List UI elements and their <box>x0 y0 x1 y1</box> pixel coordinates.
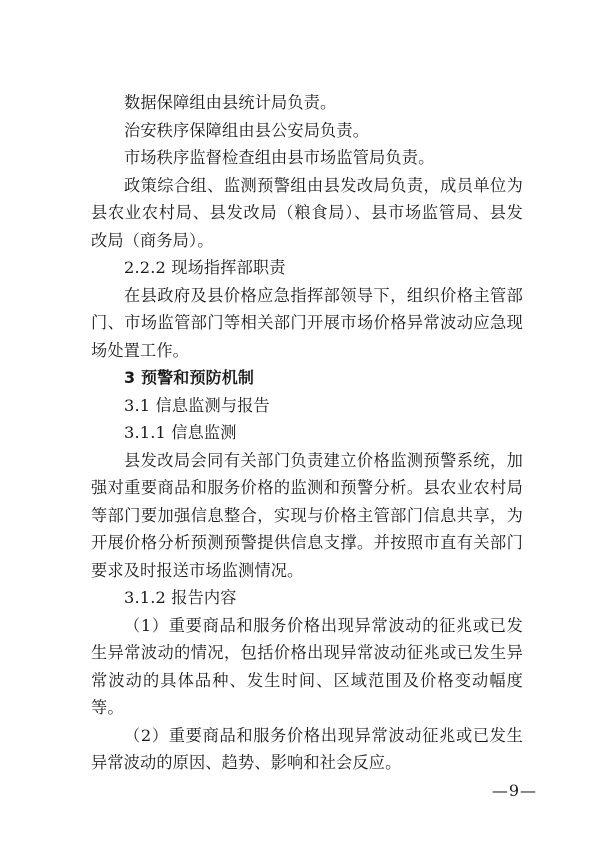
paragraph-report-item-2: （2）重要商品和服务价格出现异常波动征兆或已发生异常波动的原因、趋势、影响和社会反应。 <box>91 725 523 772</box>
paragraph-data-support-group: 数据保障组由县统计局负责。 <box>124 93 337 112</box>
heading-3-1: 3.1 信息监测与报告 <box>124 395 270 415</box>
page-number: —9— <box>491 781 537 800</box>
heading-section-3: 3 预警和预防机制 <box>124 368 255 387</box>
paragraph-public-order-group: 治安秩序保障组由县公安局负责。 <box>124 120 370 140</box>
paragraph-report-item-1: （1）重要商品和服务价格出现异常波动的征兆或已发生异常波动的情况，包括价格出现异常波动征兆或已发生异常波动的具体品种、发生时间、区域范围及价格变动幅度等。 <box>91 615 523 717</box>
paragraph-onsite-command-duties: 在县政府及县价格应急指挥部领导下，组织价格主管部门、市场监管部门等相关部门开展市场价格异常波动应急现场处置工作。 <box>91 285 523 360</box>
heading-3-1-2: 3.1.2 报告内容 <box>124 588 237 607</box>
paragraph-information-monitoring: 县发改局会同有关部门负责建立价格监测预警系统，加强对重要商品和服务价格的监测和预警分析。县农业农村局等部门要加强信息整合，实现与价格主管部门信息共享，为开展价格分析预测预警提供信息支撑。并按照市直有关部门要求及时报送市场监测情况。 <box>91 450 523 580</box>
heading-2-2-2: 2.2.2 现场指挥部职责 <box>124 258 286 277</box>
paragraph-policy-monitoring-group: 政策综合组、监测预警组由县发改局负责，成员单位为县农业农村局、县发改局（粮食局）、县市场监管局、县发改局（商务局）。 <box>91 175 523 250</box>
heading-3-1-1: 3.1.1 信息监测 <box>124 423 237 442</box>
paragraph-market-supervision-group: 市场秩序监督检查组由县市场监管局负责。 <box>124 148 435 167</box>
page-content <box>91 89 523 777</box>
